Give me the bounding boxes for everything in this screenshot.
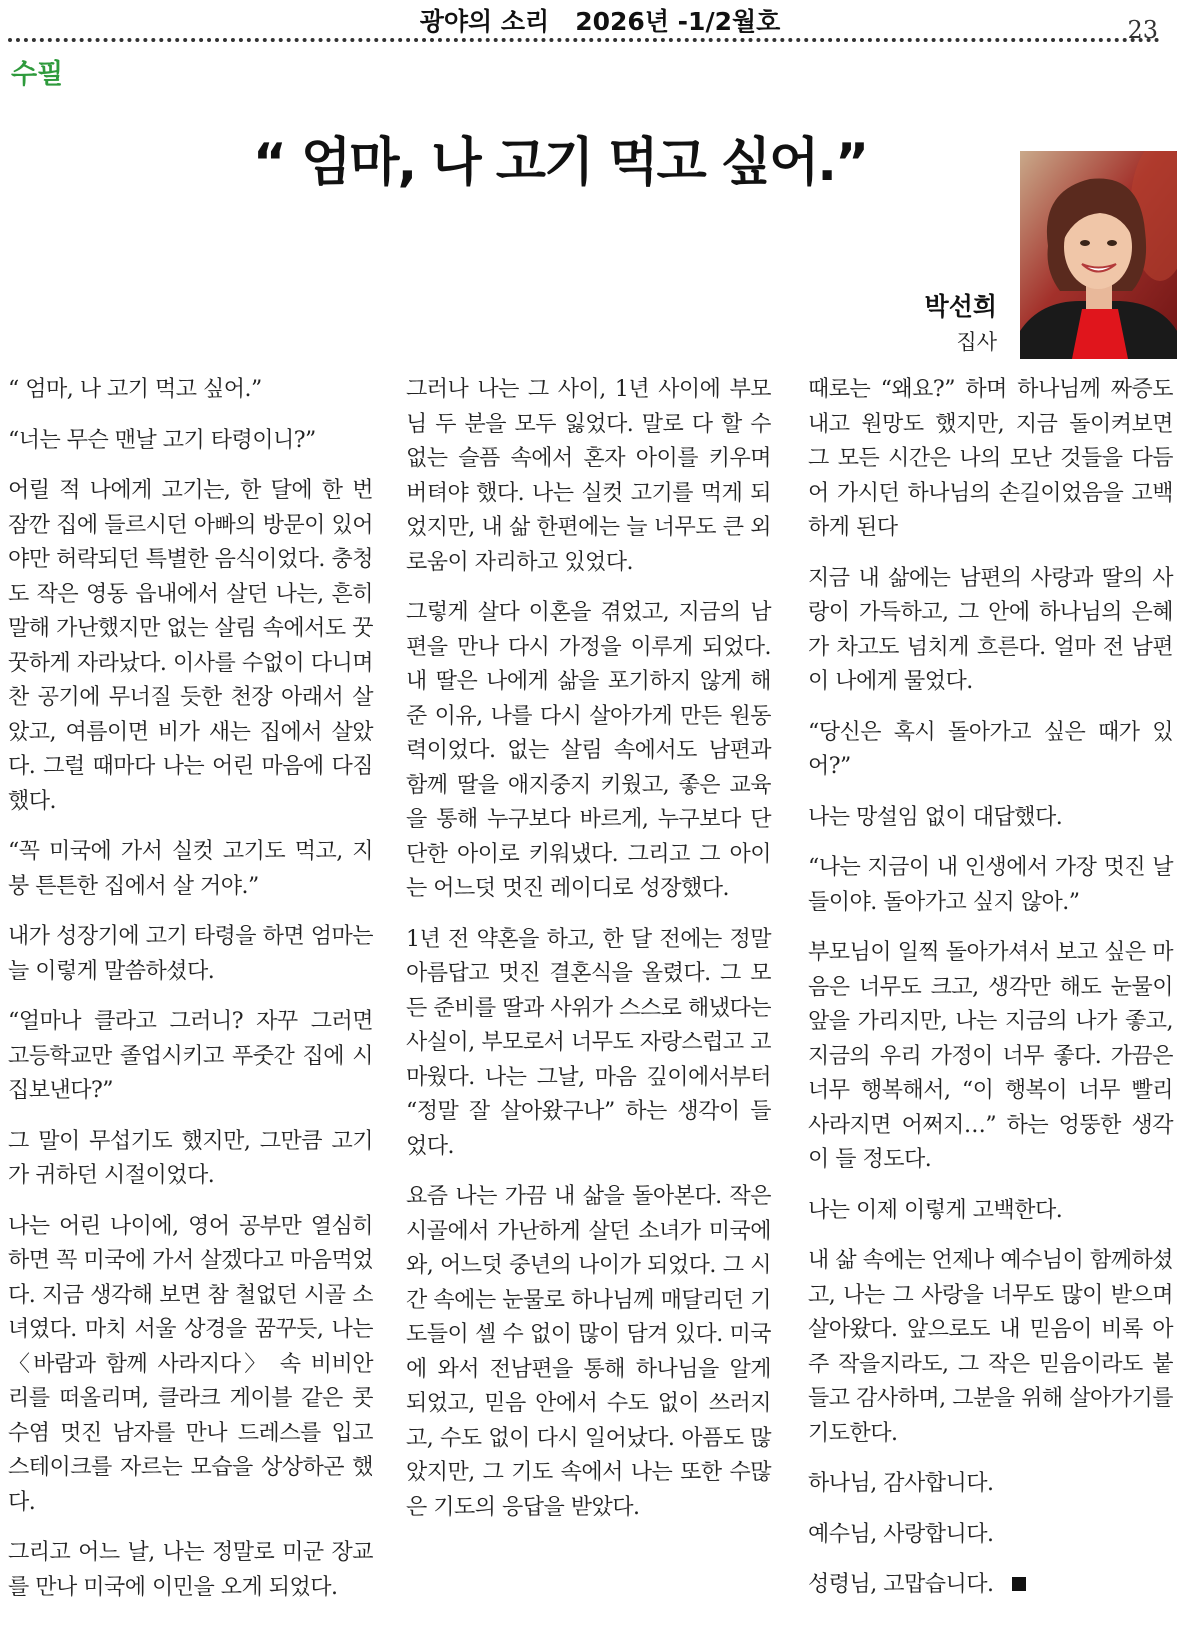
paragraph: “얼마나 클라고 그러니? 자꾸 그러면 고등학교만 졸업시키고 푸줏간 집에 시집보낸다?” <box>8 1009 373 1103</box>
paragraph: 그 말이 무섭기도 했지만, 그만큼 고기가 귀하던 시절이었다. <box>8 1128 373 1188</box>
paragraph: “당신은 혹시 돌아가고 싶은 때가 있어?” <box>808 719 1173 779</box>
paragraph: 요즘 나는 가끔 내 삶을 돌아본다. 작은 시골에서 가난하게 살던 소녀가 미국에 와, 어느덧 중년의 나이가 되었다. 그 시간 속에는 눈물로 하나님께 매달리던 기도들이 셀 수 없이 많이 담겨 있다. 미국에 와서 전남편을 통해 하나님을 알게 되었고, 믿음 안에서 수도 없이 쓰러지고, 수도 없이 다시 일어났다. 아픔도 많았지만, 그 기도 속에서 나는 또한 수많은 기도의 응답을 받았다. <box>406 1184 771 1520</box>
paragraph: “나는 지금이 내 인생에서 가장 멋진 날들이야. 돌아가고 싶지 않아.” <box>808 855 1173 915</box>
author-portrait <box>1020 151 1177 359</box>
publication-title: 광야의 소리 2026년 -1/2월호 <box>419 7 781 36</box>
paragraph: 그리고 어느 날, 나는 정말로 미군 장교를 만나 미국에 이민을 오게 되었다. <box>8 1540 373 1600</box>
paragraph: 예수님, 사랑합니다. <box>808 1521 994 1547</box>
author-portrait-image <box>1020 151 1177 359</box>
closing-paragraph <box>808 1568 1173 1603</box>
section-label: 수필 <box>11 59 64 90</box>
paragraph: 부모님이 일찍 돌아가셔서 보고 싶은 마음은 너무도 크고, 생각만 해도 눈물이 앞을 가리지만, 나는 지금의 나가 좋고, 지금의 우리 가정이 너무 좋다. 가끔은 너무 행복해서, “이 행복이 너무 빨리 사라지면 어쩌지…” 하는 엉뚱한 생각이 들 정도다. <box>808 940 1173 1172</box>
paragraph: “ 엄마, 나 고기 먹고 싶어.” <box>8 377 262 402</box>
author-name: 박선희 <box>924 292 997 321</box>
paragraph: 나는 어린 나이에, 영어 공부만 열심히 하면 꼭 미국에 가서 살겠다고 마음먹었다. 지금 생각해 보면 참 철없던 시골 소녀였다. 마치 서울 상경을 꿈꾸듯, 나는 〈바람과 함께 사라지다〉 속 비비안 리를 떠올리며, 클라크 게이블 같은 콧수염 멋진 남자를 만나 드레스를 입고 스테이크를 자르는 모습을 상상하곤 했다. <box>8 1213 373 1515</box>
paragraph: 지금 내 삶에는 남편의 사랑과 딸의 사랑이 가득하고, 그 안에 하나님의 은혜가 차고도 넘치게 흐른다. 얼마 전 남편이 나에게 물었다. <box>808 565 1173 694</box>
paragraph: 내 삶 속에는 언제나 예수님이 함께하셨고, 나는 그 사랑을 너무도 많이 받으며 살아왔다. 앞으로도 내 믿음이 비록 아주 작을지라도, 그 작은 믿음이라도 붙들고 감사하며, 그분을 위해 살아가기를 기도한다. <box>808 1248 1173 1446</box>
paragraph: 그러나 나는 그 사이, 1년 사이에 부모님 두 분을 모두 잃었다. 말로 다 할 수 없는 슬픔 속에서 혼자 아이를 키우며 버텨야 했다. 나는 실컷 고기를 먹게 되었지만, 내 삶 한편에는 늘 너무도 큰 외로움이 자리하고 있었다. <box>406 377 771 575</box>
paragraph: “꼭 미국에 가서 실컷 고기도 먹고, 지붕 튼튼한 집에서 살 거야.” <box>8 839 373 899</box>
paragraph: 그렇게 살다 이혼을 겪었고, 지금의 남편을 만나 다시 가정을 이루게 되었다. 내 딸은 나에게 삶을 포기하지 않게 해 준 이유, 나를 다시 살아가게 만든 원동력이었다. 없는 살림 속에서도 남편과 함께 딸을 애지중지 키웠고, 좋은 교육을 통해 누구보다 바르게, 누구보다 단단한 아이로 키워냈다. 그리고 그 아이는 어느덧 멋진 레이디로 성장했다. <box>406 600 771 901</box>
paragraph: 나는 이제 이렇게 고백한다. <box>808 1197 1063 1223</box>
author-title: 집사 <box>956 330 997 354</box>
article-column-1 <box>8 373 373 1621</box>
paragraph: 1년 전 약혼을 하고, 한 달 전에는 정말 아름답고 멋진 결혼식을 올렸다. 그 모든 준비를 딸과 사위가 스스로 해냈다는 사실이, 부모로서 너무도 자랑스럽고 고마웠다. 나는 그날, 마음 깊이에서부터 “정말 잘 살아왔구나” 하는 생각이 들었다. <box>406 926 771 1159</box>
article-column-3 <box>808 373 1173 1619</box>
paragraph: 나는 망설임 없이 대답했다. <box>808 804 1063 830</box>
paragraph: 어릴 적 나에게 고기는, 한 달에 한 번 잠깐 집에 들르시던 아빠의 방문이 있어야만 허락되던 특별한 음식이었다. 충청도 작은 영동 읍내에서 살던 나는, 흔히 말해 가난했지만 없는 살림 속에서도 꿋꿋하게 자라났다. 이사를 수없이 다니며 찬 공기에 무너질 듯한 천장 아래서 살았고, 여름이면 비가 새는 집에서 살았다. 그럴 때마다 나는 어린 마음에 다짐했다. <box>8 478 373 814</box>
paragraph: 하나님, 감사합니다. <box>808 1471 994 1496</box>
article-title: “ 엄마, 나 고기 먹고 싶어.” <box>252 133 868 193</box>
header-dotted-rule <box>8 38 1160 42</box>
page-header <box>0 0 1200 44</box>
paragraph: 내가 성장기에 고기 타령을 하면 엄마는 늘 이렇게 말씀하셨다. <box>8 924 373 984</box>
article-column-2 <box>406 373 771 1541</box>
page-number: 23 <box>1127 16 1158 44</box>
paragraph: “너는 무슨 맨날 고기 타령이니?” <box>8 427 316 453</box>
paragraph: 때로는 “왜요?” 하며 하나님께 짜증도 내고 원망도 했지만, 지금 돌이켜보면 그 모든 시간은 나의 모난 것들을 다듬어 가시던 하나님의 손길이었음을 고백하게 된다 <box>808 377 1173 540</box>
paragraph-text: 성령님, 고맙습니다. <box>808 1572 994 1597</box>
end-of-article-mark <box>1012 1577 1026 1591</box>
